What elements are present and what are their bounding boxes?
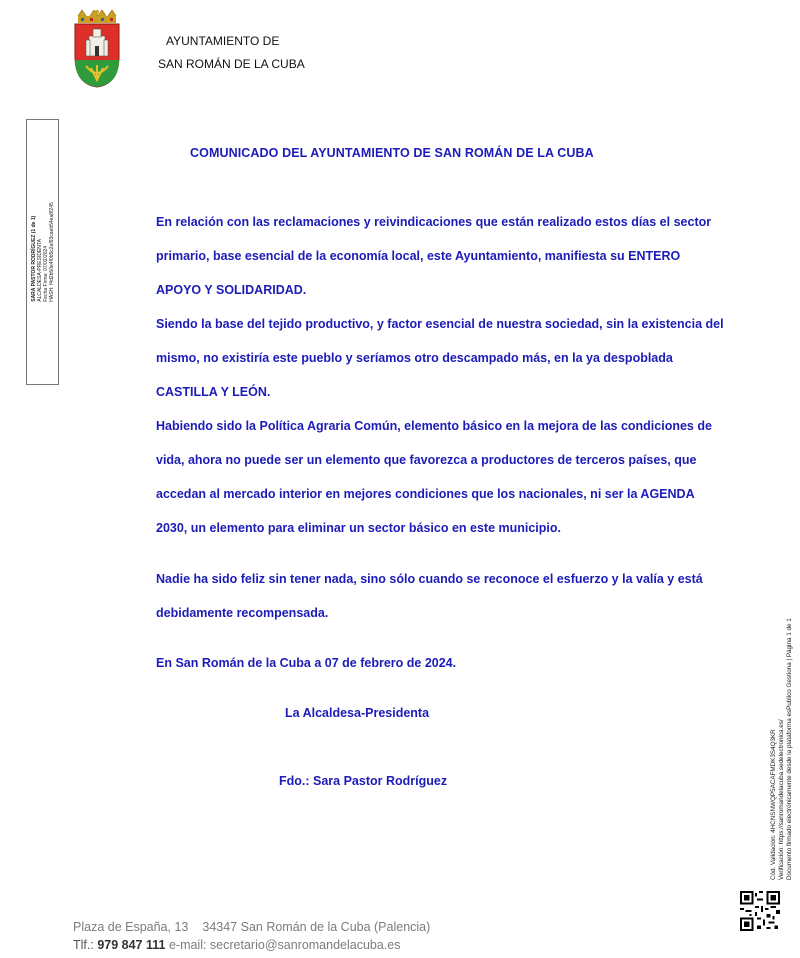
signatory-title: La Alcaldesa-Presidenta bbox=[285, 706, 430, 720]
letterhead-line-1: AYUNTAMIENTO DE bbox=[166, 34, 280, 48]
document-title: COMUNICADO DEL AYUNTAMIENTO DE SAN ROMÁN DE LA CUBA bbox=[190, 146, 594, 160]
validation-note bbox=[770, 618, 794, 880]
footer-address: Plaza de España, 13 bbox=[73, 920, 189, 934]
stamp-signer: SARA PASTOR RODRÍGUEZ (1 de 1) bbox=[30, 215, 37, 302]
footer bbox=[73, 918, 430, 954]
electronic-signature-stamp bbox=[26, 119, 59, 385]
date-line: En San Román de la Cuba a 07 de febrero de 2024. bbox=[156, 656, 457, 670]
coat-of-arms-logo bbox=[72, 10, 122, 88]
stamp-date: Fecha Firma: 07/02/2024 bbox=[42, 245, 49, 302]
validation-platform: Documento firmado electrónicamente desde la plataforma esPublico Gestiona | Página 1 de 1 bbox=[786, 618, 793, 880]
stamp-role: ALCALDESA-PRESIDENTA bbox=[36, 239, 43, 302]
validation-url[interactable]: Verificación: https://sanromandelacuba.sedelectronica.es/ bbox=[778, 719, 785, 880]
qr-code bbox=[740, 891, 780, 931]
paragraph-1: En relación con las reclamaciones y reivindicaciones que están realizado estos días el sector primario, base esencial de la economía local, este Ayuntamiento, manifiesta su ENTERO APOYO Y SOLIDARIDAD. bbox=[156, 215, 712, 297]
footer-phone: 979 847 111 bbox=[97, 938, 166, 952]
signatory-name: Fdo.: Sara Pastor Rodríguez bbox=[279, 774, 448, 788]
validation-code: Cód. Validación: 4HCNSNWQP5ACAFMDK3S4Q3KR bbox=[770, 729, 777, 880]
letterhead bbox=[158, 30, 305, 76]
paragraph-2: Siendo la base del tejido productivo, y factor esencial de nuestra sociedad, sin la existencia del mismo, no existiría este pueblo y seríamos otro descampado más, en la ya despoblada CASTILLA Y LEÓN. bbox=[156, 317, 724, 399]
stamp-hash: HASH: f4d2b50e4f0b5c2af93caeb54ea8f245 bbox=[48, 202, 55, 302]
paragraph-4: Nadie ha sido feliz sin tener nada, sino sólo cuando se reconoce el esfuerzo y la valía y está debidamente recompensada. bbox=[156, 572, 703, 620]
paragraph-3: Habiendo sido la Política Agraria Común, elemento básico en la mejora de las condiciones de vida, ahora no puede ser un elemento que favorezca a productores de terceros países, que accedan al mercado interior en mejores condiciones que los nacionales, ni ser la AGENDA 2030, un elemento para eliminar un sector básico en este municipio. bbox=[156, 419, 712, 535]
letterhead-line-2: SAN ROMÁN DE LA CUBA bbox=[158, 57, 305, 71]
footer-email[interactable]: e-mail: secretario@sanromandelacuba.es bbox=[168, 938, 401, 952]
footer-phone-label: Tlf.: bbox=[73, 938, 94, 952]
footer-postal: 34347 San Román de la Cuba (Palencia) bbox=[202, 920, 431, 934]
